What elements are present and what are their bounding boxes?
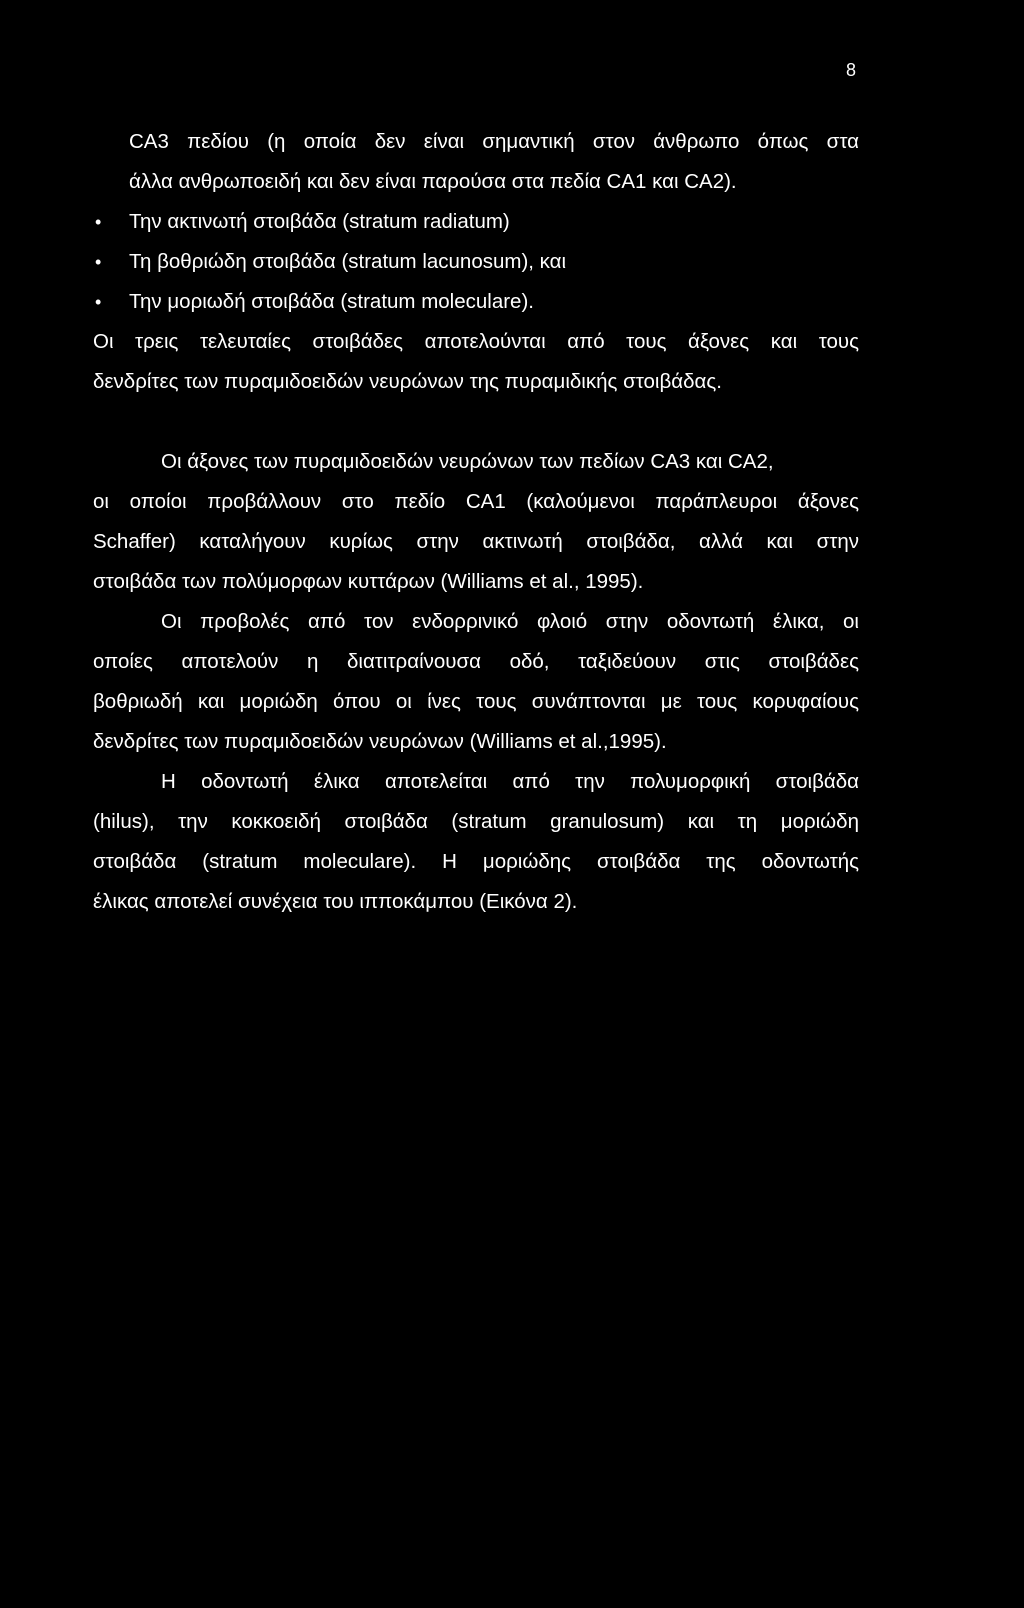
bullet-icon: • (95, 252, 102, 272)
paragraph-line: στοιβάδα (stratum moleculare). Η μοριώδης στοιβάδα της οδοντωτής (93, 850, 859, 873)
paragraph-line: (hilus), την κοκκοειδή στοιβάδα (stratum granulosum) και τη μοριώδη (93, 810, 859, 833)
paragraph-line: Οι άξονες των πυραμιδοειδών νευρώνων των πεδίων CA3 και CA2, (161, 450, 774, 473)
list-item-text: Την ακτινωτή στοιβάδα (stratum radiatum) (129, 210, 510, 233)
paragraph-line: δενδρίτες των πυραμιδοειδών νευρώνων (Williams et al.,1995). (93, 730, 667, 753)
paragraph-line: Οι προβολές από τον ενδορρινικό φλοιό στην οδοντωτή έλικα, οι (161, 610, 859, 633)
paragraph-line: βοθριωδή και μοριώδη όπου οι ίνες τους συνάπτονται με τους κορυφαίους (93, 690, 859, 713)
paragraph-line: Οι τρεις τελευταίες στοιβάδες αποτελούνται από τους άξονες και τους (93, 330, 859, 353)
intro-line-1: CA3 πεδίου (η οποία δεν είναι σημαντική στον άνθρωπο όπως στα (129, 130, 859, 153)
paragraph-line: δενδρίτες των πυραμιδοειδών νευρώνων της πυραμιδικής στοιβάδας. (93, 370, 722, 393)
paragraph-line: οποίες αποτελούν η διατιτραίνουσα οδό, ταξιδεύουν στις στοιβάδες (93, 650, 859, 673)
paragraph-line: έλικας αποτελεί συνέχεια του ιπποκάμπου (Εικόνα 2). (93, 890, 578, 913)
page-number: 8 (846, 60, 857, 80)
paragraph-line: Η οδοντωτή έλικα αποτελείται από την πολυμορφική στοιβάδα (161, 770, 859, 793)
paragraph-line: στοιβάδα των πολύμορφων κυττάρων (Williams et al., 1995). (93, 570, 644, 593)
list-item-text: Την μοριωδή στοιβάδα (stratum moleculare). (129, 290, 534, 313)
intro-line-2: άλλα ανθρωποειδή και δεν είναι παρούσα στα πεδία CA1 και CA2). (129, 170, 737, 193)
bullet-icon: • (95, 292, 102, 312)
paragraph-line: Schaffer) καταλήγουν κυρίως στην ακτινωτή στοιβάδα, αλλά και στην (93, 530, 859, 553)
bullet-icon: • (95, 212, 102, 232)
list-item-text: Τη βοθριώδη στοιβάδα (stratum lacunosum), και (129, 250, 567, 273)
paragraph-line: οι οποίοι προβάλλουν στο πεδίο CA1 (καλούμενοι παράπλευροι άξονες (93, 490, 859, 513)
